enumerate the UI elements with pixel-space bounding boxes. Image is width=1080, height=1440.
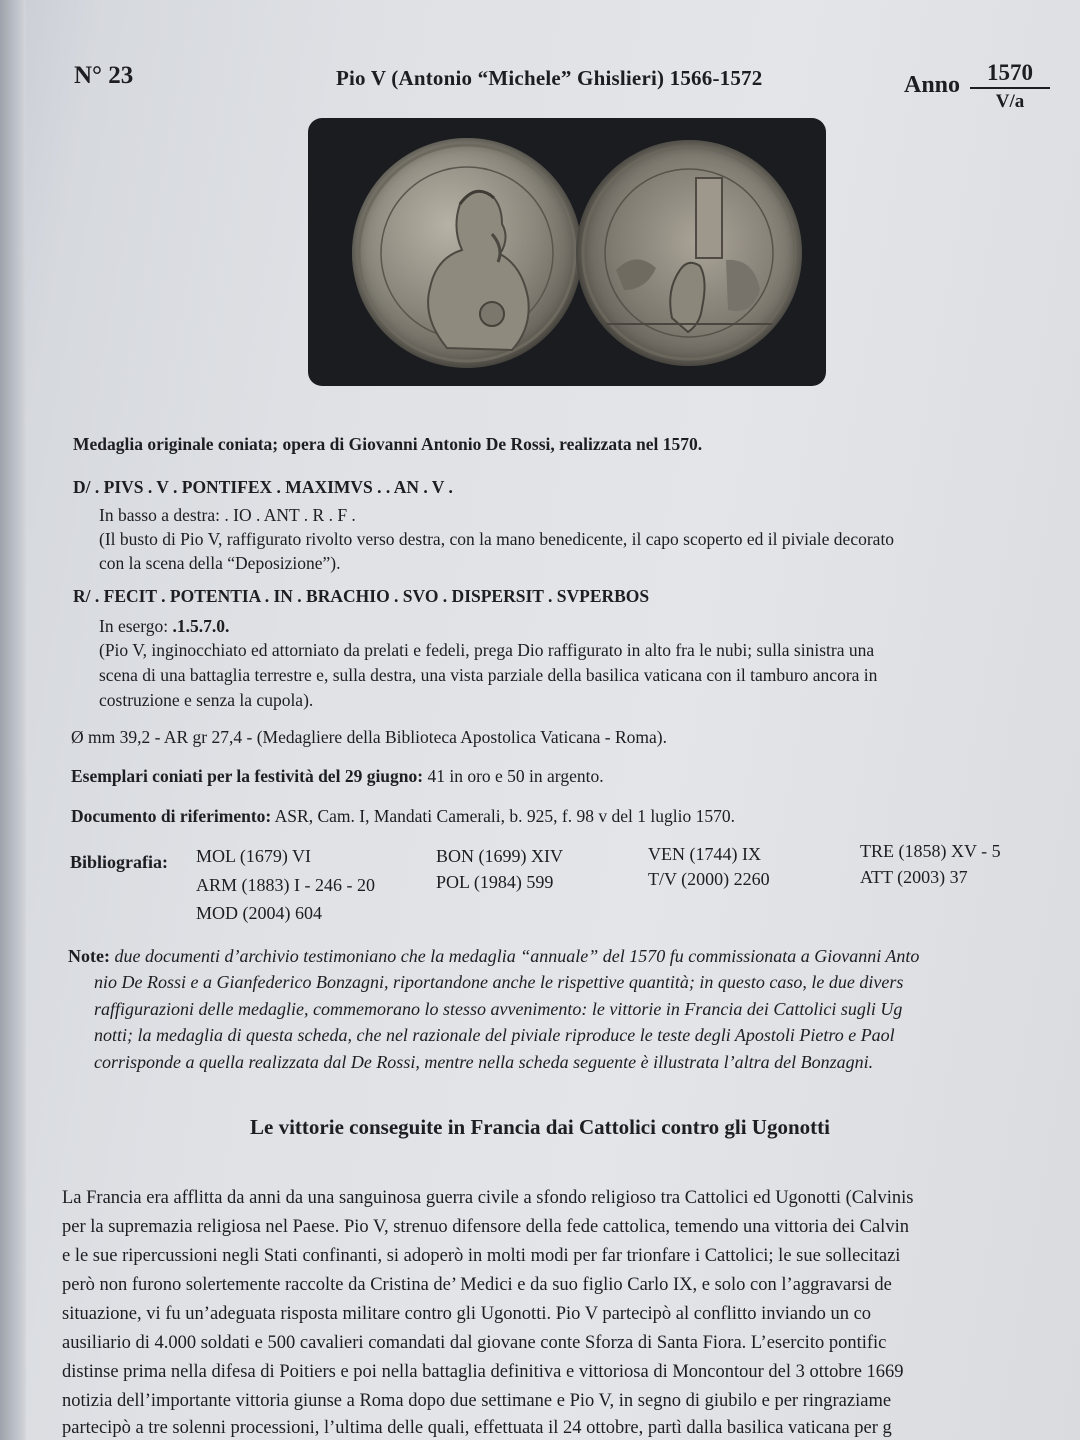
bibliography-entry: ATT (2003) 37 bbox=[860, 867, 968, 887]
esemplari-label: Esemplari coniati per la festività del 29 giugno: bbox=[71, 766, 424, 786]
documento-label: Documento di riferimento: bbox=[71, 806, 272, 826]
paragraph-line: partecipò a tre solenni processioni, l’ultima delle quali, effettuata il 24 ottobre, partì dalla basilica vaticana per g bbox=[62, 1418, 892, 1438]
note-line: nio De Rossi e a Gianfederico Bonzagni, riportandone anche le rispettive quantità; in questo caso, le due divers bbox=[94, 972, 904, 992]
anno-label: Anno bbox=[904, 72, 961, 98]
exergue-label: In esergo: bbox=[99, 616, 169, 636]
anno-code: V/a bbox=[995, 91, 1025, 112]
paragraph-line: distinse prima nella difesa di Poitiers e poi nella battaglia definitiva e vittoriosa di Moncontour del 3 ottobre 1669 bbox=[62, 1362, 904, 1382]
documento-value: ASR, Cam. I, Mandati Camerali, b. 925, f. 98 v del 1 luglio 1570. bbox=[274, 806, 735, 826]
bibliography-entry: MOD (2004) 604 bbox=[196, 903, 322, 923]
reverse-line: (Pio V, inginocchiato ed attorniato da prelati e fedeli, prega Dio raffigurato in alto fra le nubi; sulla sinistra una bbox=[99, 640, 875, 660]
anno-year: 1570 bbox=[970, 60, 1050, 89]
documento bbox=[71, 806, 735, 827]
note-label: Note: bbox=[68, 946, 110, 966]
bibliography-entry: TRE (1858) XV - 5 bbox=[860, 841, 1001, 861]
book-binding-edge bbox=[0, 0, 26, 1440]
section-title: Le vittorie conseguite in Francia dai Cattolici contro gli Ugonotti bbox=[250, 1115, 830, 1139]
paragraph-line: La Francia era afflitta da anni da una sanguinosa guerra civile a sfondo religioso tra Cattolici ed Ugonotti (Calvinis bbox=[62, 1188, 914, 1208]
entry-number: N° 23 bbox=[74, 62, 134, 89]
page-title: Pio V (Antonio “Michele” Ghislieri) 1566-1572 bbox=[336, 66, 763, 90]
bibliography-entry: VEN (1744) IX bbox=[648, 844, 761, 864]
reverse-line: scena di una battaglia terrestre e, sulla destra, una vista parziale della basilica vaticana con il tamburo ancora in bbox=[99, 665, 878, 685]
bibliography-entry: BON (1699) XIV bbox=[436, 846, 563, 866]
note-line: notti; la medaglia di questa scheda, che nel razionale del piviale riproduce le teste degli Apostoli Pietro e Paol bbox=[94, 1025, 895, 1045]
esemplari-value: 41 in oro e 50 in argento. bbox=[427, 766, 604, 786]
bibliography-entry: T/V (2000) 2260 bbox=[648, 869, 770, 889]
note-line: corrisponde a quella realizzata dal De Rossi, mentre nella scheda seguente è illustrata l’altra del Bonzagni. bbox=[94, 1052, 874, 1072]
bibliography-entry: POL (1984) 599 bbox=[436, 872, 554, 892]
obverse-legend: D/ . PIVS . V . PONTIFEX . MAXIMVS . . AN . V . bbox=[73, 477, 453, 497]
bibliography-entry: ARM (1883) I - 246 - 20 bbox=[196, 875, 375, 895]
paragraph-line: ausiliario di 4.000 soldati e 500 cavalieri comandati dal giovane conte Sforza di Santa Fiora. L’esercito pontific bbox=[62, 1333, 887, 1353]
obverse-line: con la scena della “Deposizione”). bbox=[99, 553, 341, 573]
paragraph-line: per la supremazia religiosa nel Paese. Pio V, strenuo difensore della fede cattolica, temendo una vittoria dei Calvin bbox=[62, 1217, 909, 1237]
note-text: due documenti d’archivio testimoniano che la medaglia “annuale” del 1570 fu commissionata a Giovanni Anto bbox=[114, 946, 920, 966]
obverse-line: In basso a destra: . IO . ANT . R . F . bbox=[99, 505, 356, 525]
esemplari bbox=[71, 766, 604, 787]
bibliography-entry: MOL (1679) VI bbox=[196, 846, 311, 866]
paragraph-line: e le sue ripercussioni negli Stati confinanti, si adoperò in molti modi per far trionfare i Cattolici; le sue sollecitazi bbox=[62, 1246, 901, 1266]
bibliography-label: Bibliografia: bbox=[70, 852, 168, 872]
paragraph-line: però non furono solertemente raccolte da Cristina de’ Medici e da suo figlio Carlo IX, e solo con l’aggravarsi de bbox=[62, 1275, 892, 1295]
exergue-value: .1.5.7.0. bbox=[172, 616, 230, 636]
medal-reverse-kneeling-pope-icon bbox=[576, 140, 802, 366]
paragraph-line: situazione, vi fu un’adeguata risposta militare contro gli Ugonotti. Pio V partecipò al conflitto inviando un co bbox=[62, 1304, 872, 1324]
reverse-line: costruzione e senza la cupola). bbox=[99, 690, 314, 710]
reverse-exergue bbox=[99, 616, 229, 637]
paragraph-line: notizia dell’importante vittoria giunse a Roma dopo due settimane e Pio V, in segno di giubilo e per ringraziame bbox=[62, 1391, 892, 1411]
note-line bbox=[68, 946, 919, 967]
reverse-legend: R/ . FECIT . POTENTIA . IN . BRACHIO . SVO . DISPERSIT . SVPERBOS bbox=[73, 586, 650, 606]
measures: Ø mm 39,2 - AR gr 27,4 - (Medagliere della Biblioteca Apostolica Vaticana - Roma). bbox=[71, 727, 667, 747]
note-line: raffigurazioni delle medaglie, commemorano lo stesso avvenimento: le vittorie in Francia dei Cattolici sugli Ug bbox=[94, 999, 903, 1019]
medal-intro: Medaglia originale coniata; opera di Giovanni Antonio De Rossi, realizzata nel 1570. bbox=[73, 434, 703, 454]
anno-fraction bbox=[970, 60, 1050, 113]
medal-photo bbox=[308, 118, 826, 386]
medal-obverse-pope-bust-icon bbox=[352, 138, 582, 368]
obverse-line: (Il busto di Pio V, raffigurato rivolto verso destra, con la mano benedicente, il capo scoperto ed il piviale decorato bbox=[99, 529, 895, 549]
